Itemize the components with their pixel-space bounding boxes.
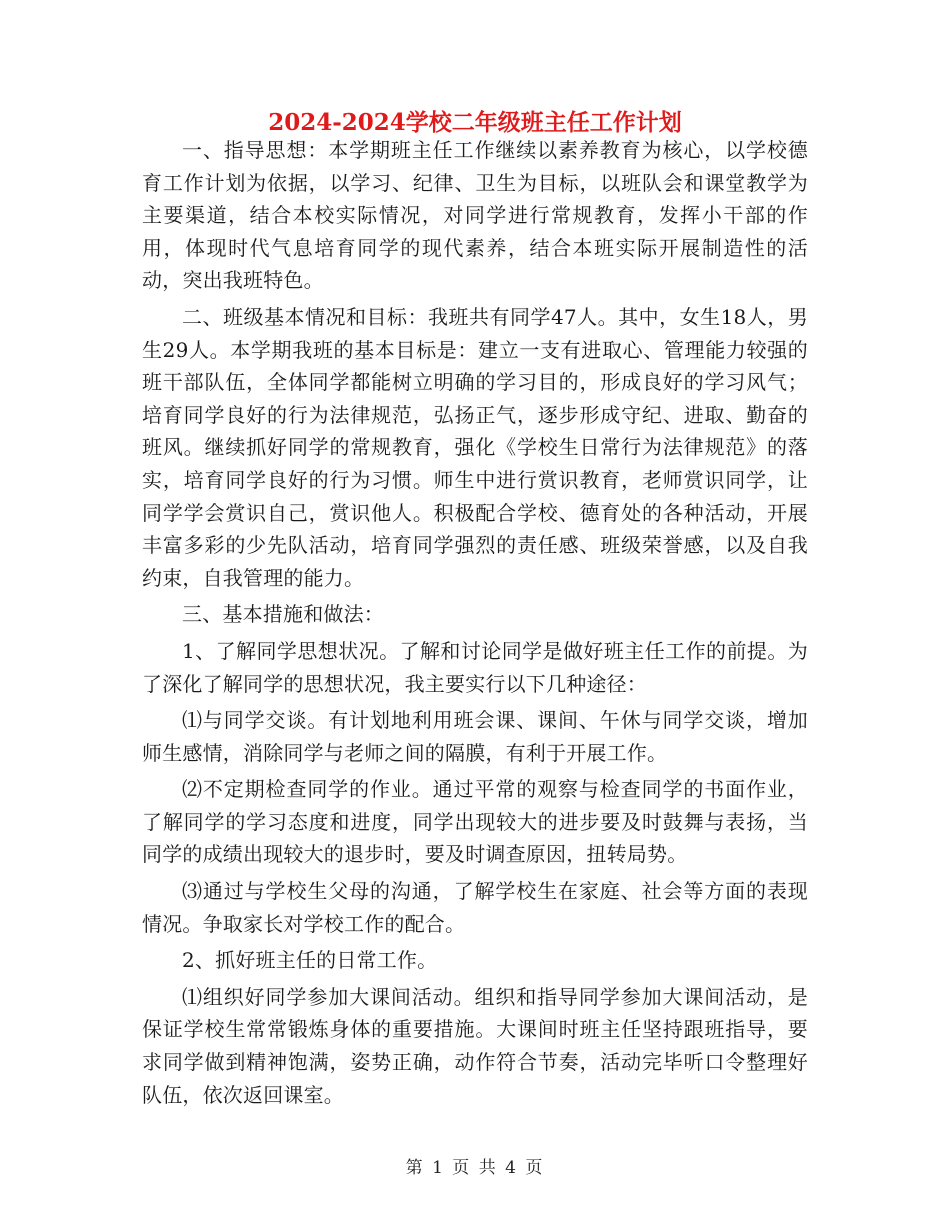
- document-title: 2024-2024学校二年级班主任工作计划: [268, 109, 682, 136]
- paragraph-measures-heading: 三、基本措施和做法：: [182, 602, 384, 627]
- paragraph-talk-with-students: ⑴与同学交谈。有计划地利用班会课、课间、午休与同学交谈，增加师生感情，消除同学与老师之间的隔膜，有利于开展工作。: [142, 708, 808, 765]
- paragraph-guiding-ideology: 一、指导思想：本学期班主任工作继续以素养教育为核心，以学校德育工作计划为依据，以学习、纪律、卫生为目标，以班队会和课堂教学为主要渠道，结合本校实际情况，对同学进行常规教育，发挥小干部的作用，体现时代气息培育同学的现代素养，结合本班实际开展制造性的活动，突出我班特色。: [142, 138, 808, 293]
- paragraph-check-homework: ⑵不定期检查同学的作业。通过平常的观察与检查同学的书面作业，了解同学的学习态度和进度，同学出现较大的进步要及时鼓舞与表扬，当同学的成绩出现较大的退步时，要及时调查原因，扭转局势。: [142, 777, 808, 867]
- page-footer: 第 1 页 共 4 页: [405, 1158, 545, 1178]
- paragraph-parent-communication: ⑶通过与学校生父母的沟通，了解学校生在家庭、社会等方面的表现情况。争取家长对学校工作的配合。: [142, 879, 808, 936]
- paragraph-break-activities: ⑴组织好同学参加大课间活动。组织和指导同学参加大课间活动，是保证学校生常常锻炼身体的重要措施。大课间时班主任坚持跟班指导，要求同学做到精神饱满，姿势正确，动作符合节奏，活动完毕听口令整理好队伍，依次返回课室。: [142, 984, 808, 1107]
- paragraph-daily-work: 2、抓好班主任的日常工作。: [182, 948, 438, 973]
- document-body: [142, 134, 808, 1111]
- paragraph-class-situation: 二、班级基本情况和目标：我班共有同学47人。其中，女生18人，男生29人。本学期我班的基本目标是：建立一支有进取心、管理能力较强的班干部队伍，全体同学都能树立明确的学习目的，形成良好的学习风气；培育同学良好的行为法律规范，弘扬正气，逐步形成守纪、进取、勤奋的班风。继续抓好同学的常规教育，强化《学校生日常行为法律规范》的落实，培育同学良好的行为习惯。师生中进行赏识教育，老师赏识同学，让同学学会赏识自己，赏识他人。积极配合学校、德育处的各种活动，开展丰富多彩的少先队活动，培育同学强烈的责任感、班级荣誉感，以及自我约束，自我管理的能力。: [142, 304, 808, 590]
- paragraph-understand-students: 1、了解同学思想状况。了解和讨论同学是做好班主任工作的前提。为了深化了解同学的思想状况，我主要实行以下几种途径：: [142, 638, 808, 696]
